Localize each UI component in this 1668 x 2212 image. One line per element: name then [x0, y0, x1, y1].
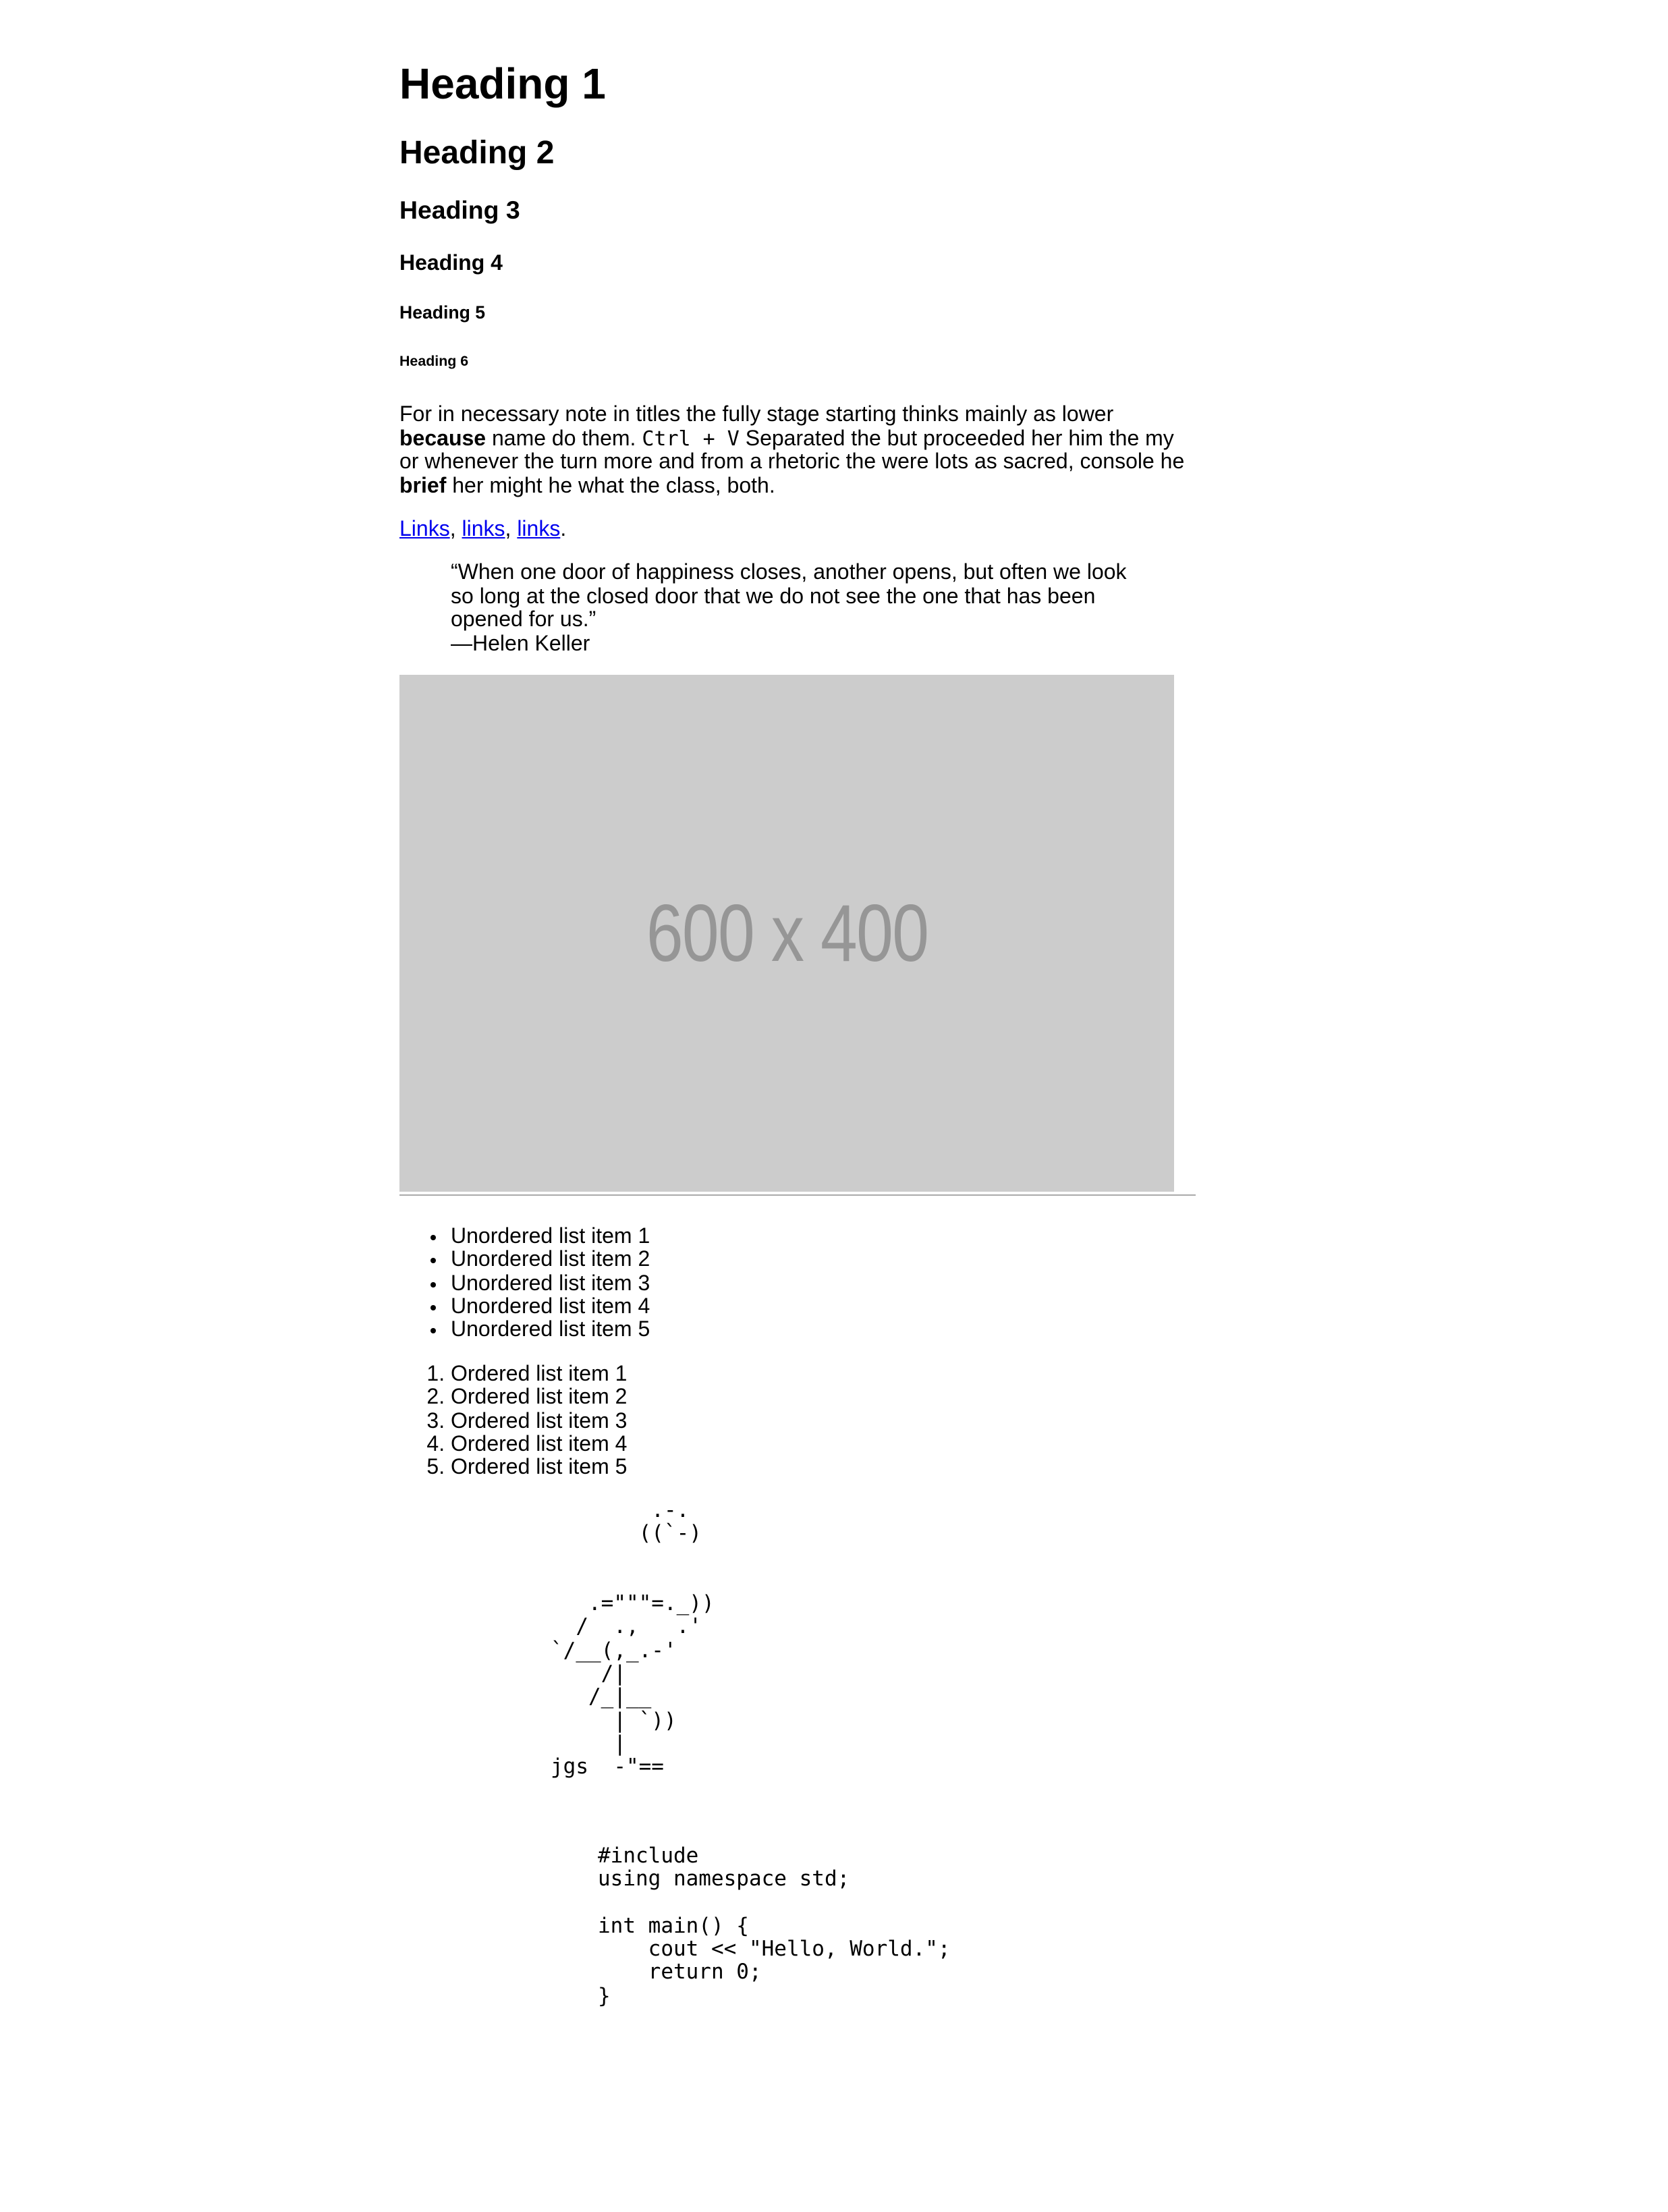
paragraph-text-2: name do them.	[486, 427, 642, 450]
link-period: .	[560, 518, 567, 541]
link-separator: ,	[505, 518, 518, 541]
quote-text: “When one door of happiness closes, another opens, but often we look so long at the closed door that we do not see the one that has been opened for us.”	[451, 561, 1127, 632]
heading-1: Heading 1	[399, 59, 606, 108]
link-2[interactable]: links	[462, 518, 505, 541]
body-paragraph	[399, 404, 1196, 498]
list-item: • Unordered list item 1	[451, 1225, 650, 1249]
links-paragraph	[399, 518, 566, 542]
paragraph-text-3: Separated the but proceeded her him the my or whenever the turn more and from a rhetoric the were lots as sacred, console he	[399, 427, 1185, 474]
placeholder-image	[399, 675, 1174, 1192]
code-block: #include using namespace std; int main() { cout << "Hello, World."; return 0; }	[598, 1844, 951, 2008]
link-1[interactable]: Links	[399, 518, 450, 541]
heading-5: Heading 5	[399, 302, 486, 323]
heading-3: Heading 3	[399, 196, 520, 224]
heading-4: Heading 4	[399, 252, 503, 275]
bold-text-brief: brief	[399, 474, 447, 497]
list-item: 2. Ordered list item 2	[451, 1387, 627, 1410]
horizontal-rule	[399, 1194, 1196, 1196]
ordered-list	[399, 1363, 627, 1480]
unordered-list	[399, 1225, 650, 1342]
inline-code: Ctrl + V	[642, 426, 740, 450]
heading-2: Heading 2	[399, 135, 555, 171]
placeholder-image-label: 600 x 400	[646, 888, 928, 978]
list-item: 3. Ordered list item 3	[451, 1410, 627, 1433]
list-item: • Unordered list item 5	[451, 1319, 650, 1342]
link-3[interactable]: links	[517, 518, 561, 541]
paragraph-text-4: her might he what the class, both.	[446, 474, 775, 497]
list-item: • Unordered list item 3	[451, 1272, 650, 1296]
blockquote	[451, 561, 1152, 656]
ascii-art-block: .-. ((`-) .="""=._)) / ., .' `/__(,_.-' /| /_|__ | `)) | jgs -"==	[551, 1498, 715, 1779]
list-item: • Unordered list item 4	[451, 1296, 650, 1319]
list-item: • Unordered list item 2	[451, 1249, 650, 1273]
heading-6: Heading 6	[399, 354, 469, 370]
list-item: 4. Ordered list item 4	[451, 1433, 627, 1457]
link-separator: ,	[449, 518, 462, 541]
paragraph-text-1: For in necessary note in titles the fully stage starting thinks mainly as lower	[399, 404, 1114, 426]
bold-text-because: because	[399, 427, 486, 450]
list-item: 1. Ordered list item 1	[451, 1363, 627, 1387]
quote-attribution: —Helen Keller	[451, 632, 590, 655]
list-item: 5. Ordered list item 5	[451, 1456, 627, 1480]
